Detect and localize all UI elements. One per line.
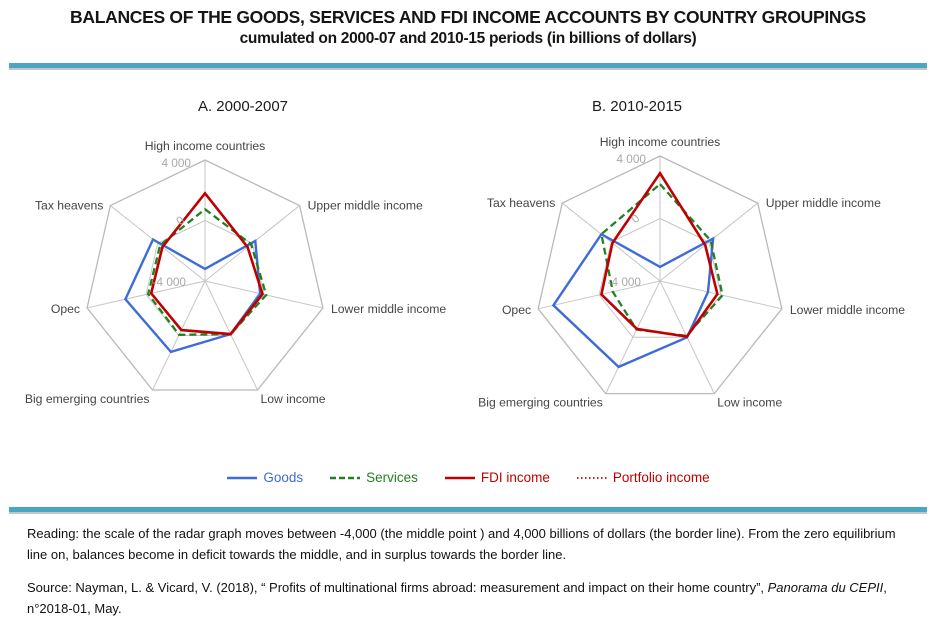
source-text-italic: Panorama du CEPII bbox=[767, 580, 884, 595]
scale-label-max: 4 000 bbox=[161, 156, 191, 170]
axis-label-low-income: Low income bbox=[260, 392, 326, 406]
radar-chart-a bbox=[25, 139, 447, 406]
scale-label-min: -4 000 bbox=[607, 275, 641, 289]
figure-title-line1: BALANCES OF THE GOODS, SERVICES AND FDI INCOME ACCOUNTS BY COUNTRY GROUPINGS bbox=[70, 7, 866, 27]
figure-title bbox=[0, 7, 936, 50]
services-line-sample-icon bbox=[329, 475, 361, 481]
axis-label-opec: Opec bbox=[50, 301, 80, 316]
axis-label-lower-middle-income: Lower middle income bbox=[331, 301, 447, 316]
reading-note: Reading: the scale of the radar graph moves between -4,000 (the middle point ) and 4,000 billions of dollars (the border line). From the zero equilibrium line on, balances become in deficit towards the middle, and in surplus towards the border line. bbox=[27, 526, 896, 562]
chart-legend bbox=[0, 470, 936, 485]
goods-line-sample-icon bbox=[226, 475, 258, 481]
panel-title-a: A. 2000-2007 bbox=[197, 98, 289, 115]
axis-label-low-income: Low income bbox=[717, 395, 783, 410]
scale-label-zero: 0 bbox=[628, 211, 643, 226]
legend-label-fdi-income: FDI income bbox=[480, 470, 550, 485]
source-note bbox=[27, 578, 913, 620]
series-services-polygon bbox=[148, 209, 266, 335]
axis-label-high-income-countries: High income countries bbox=[599, 135, 721, 149]
legend-item-services bbox=[329, 470, 418, 485]
source-text-prefix: Source: Nayman, L. & Vicard, V. (2018), “ Profits of multinational firms abroad: measurement and impact on their home country”, bbox=[27, 580, 768, 595]
source-text-suffix: , n°2018-01, May. bbox=[27, 580, 887, 616]
axis-label-tax-heavens: Tax heavens bbox=[34, 198, 104, 213]
legend-label-portfolio-income: Portfolio income bbox=[612, 470, 710, 485]
legend-label-services: Services bbox=[366, 470, 418, 485]
figure-title-line2: cumulated on 2000-07 and 2010-15 periods (in billions of dollars) bbox=[239, 29, 697, 47]
horizontal-rule-top bbox=[9, 63, 927, 68]
series-fdi-income-polygon bbox=[151, 193, 262, 334]
axis-label-big-emerging-countries: Big emerging countries bbox=[24, 392, 150, 406]
radar-charts-canvas bbox=[0, 88, 936, 428]
series-goods-polygon bbox=[553, 234, 713, 367]
legend-item-fdi-income bbox=[444, 470, 550, 485]
radar-chart-b bbox=[478, 135, 905, 410]
scale-label-max: 4 000 bbox=[616, 152, 646, 166]
horizontal-rule-bottom bbox=[9, 507, 927, 512]
axis-label-lower-middle-income: Lower middle income bbox=[789, 302, 906, 317]
axis-label-upper-middle-income: Upper middle income bbox=[765, 196, 881, 211]
scale-label-zero: 0 bbox=[173, 213, 188, 228]
axis-label-opec: Opec bbox=[501, 302, 532, 317]
legend-item-portfolio-income bbox=[576, 470, 710, 485]
axis-label-upper-middle-income: Upper middle income bbox=[307, 198, 423, 213]
fdi-income-line-sample-icon bbox=[444, 475, 476, 481]
panel-title-b: B. 2010-2015 bbox=[591, 98, 683, 115]
scale-label-min: -4 000 bbox=[152, 275, 186, 289]
legend-label-goods: Goods bbox=[263, 470, 304, 485]
legend-item-goods bbox=[226, 470, 303, 485]
axis-label-big-emerging-countries: Big emerging countries bbox=[478, 395, 603, 410]
axis-label-tax-heavens: Tax heavens bbox=[486, 196, 556, 211]
axis-label-high-income-countries: High income countries bbox=[144, 139, 266, 153]
portfolio-income-line-sample-icon bbox=[576, 475, 608, 481]
